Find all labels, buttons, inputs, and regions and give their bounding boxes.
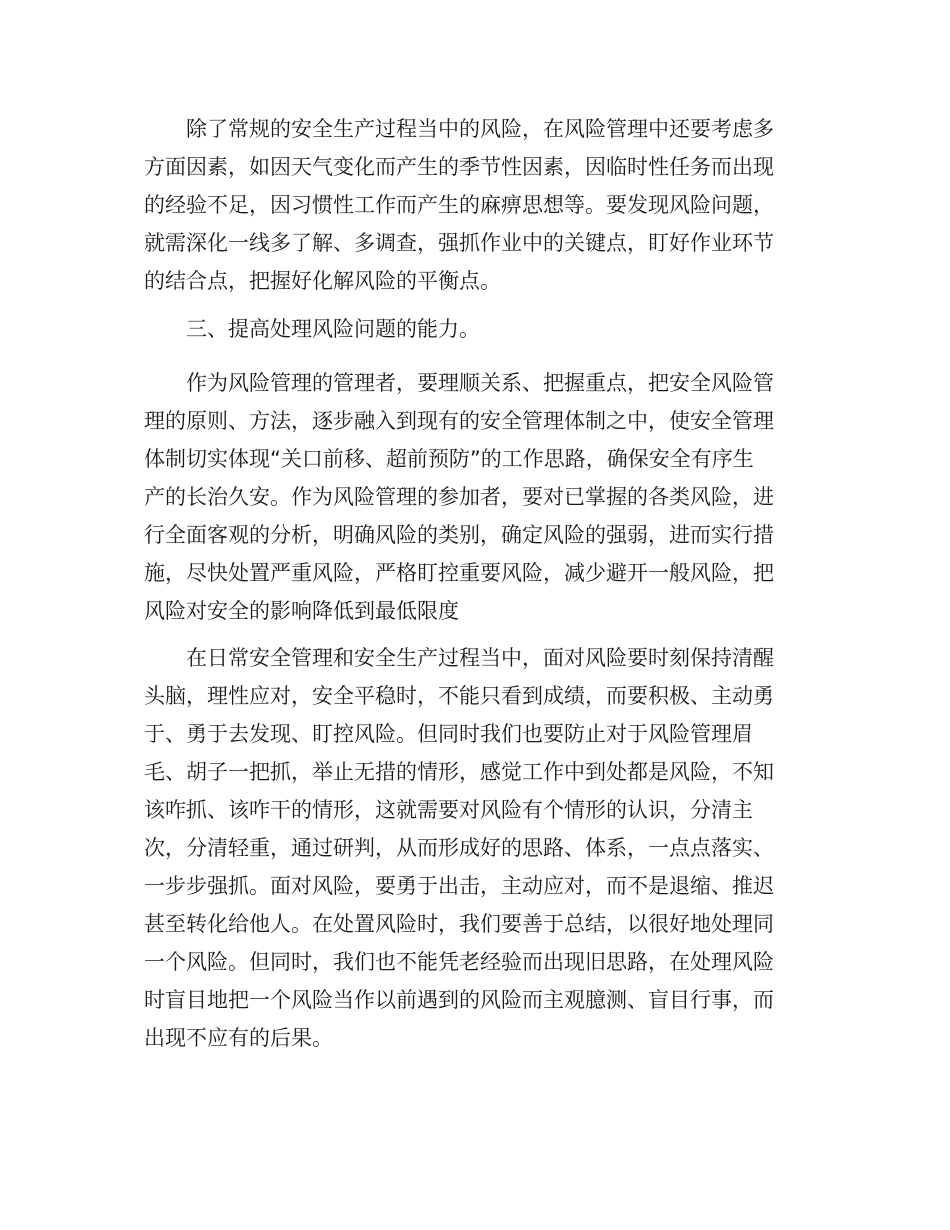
text-line: 方面因素，如因天气变化而产生的季节性因素，因临时性任务而出现 (144, 155, 774, 179)
text-line: 理的原则、方法，逐步融入到现有的安全管理体制之中，使安全管理 (144, 409, 774, 433)
text-line: 次，分清轻重，通过研判，从而形成好的思路、体系，一点点落实、 (144, 836, 774, 860)
text-line: 行全面客观的分析，明确风险的类别，确定风险的强弱，进而实行措 (144, 523, 774, 547)
text-line: 产的长治久安。作为风险管理的参加者，要对已掌握的各类风险，进 (144, 485, 774, 509)
text-line: 甚至转化给他人。在处置风险时，我们要善于总结，以很好地处理同 (144, 912, 774, 936)
text-line: 毛、胡子一把抓，举止无措的情形，感觉工作中到处都是风险，不知 (144, 760, 774, 784)
text-line: 除了常规的安全生产过程当中的风险，在风险管理中还要考虑多 (186, 117, 774, 141)
text-line: 施，尽快处置严重风险，严格盯控重要风险，减少避开一般风险，把 (144, 561, 774, 585)
text-line: 在日常安全管理和安全生产过程当中，面对风险要时刻保持清醒 (186, 646, 774, 670)
text-line: 体制切实体现“关口前移、超前预防”的工作思路，确保安全有序生 (144, 447, 754, 471)
text-line: 于、勇于去发现、盯控风险。但同时我们也要防止对于风险管理眉 (144, 722, 753, 746)
text-line: 头脑，理性应对，安全平稳时，不能只看到成绩，而要积极、主动勇 (144, 684, 774, 708)
text-line: 作为风险管理的管理者，要理顺关系、把握重点，把安全风险管 (186, 371, 774, 395)
text-line: 风险对安全的影响降低到最低限度 (144, 599, 459, 623)
text-line: 时盲目地把一个风险当作以前遇到的风险而主观臆测、盲目行事，而 (144, 988, 774, 1012)
text-line: 的经验不足，因习惯性工作而产生的麻痹思想等。要发现风险问题， (144, 193, 774, 217)
text-line: 出现不应有的后果。 (144, 1026, 333, 1050)
text-line: 一步步强抓。面对风险，要勇于出击，主动应对，而不是退缩、推迟 (144, 874, 774, 898)
text-line: 一个风险。但同时，我们也不能凭老经验而出现旧思路，在处理风险 (144, 950, 774, 974)
text-line: 就需深化一线多了解、多调查，强抓作业中的关键点，盯好作业环节 (144, 231, 774, 255)
heading-text: 三、提高处理风险问题的能力。 (186, 317, 480, 341)
text-line: 的结合点，把握好化解风险的平衡点。 (144, 269, 501, 293)
text-line: 该咋抓、该咋干的情形，这就需要对风险有个情形的认识，分清主 (144, 798, 753, 822)
